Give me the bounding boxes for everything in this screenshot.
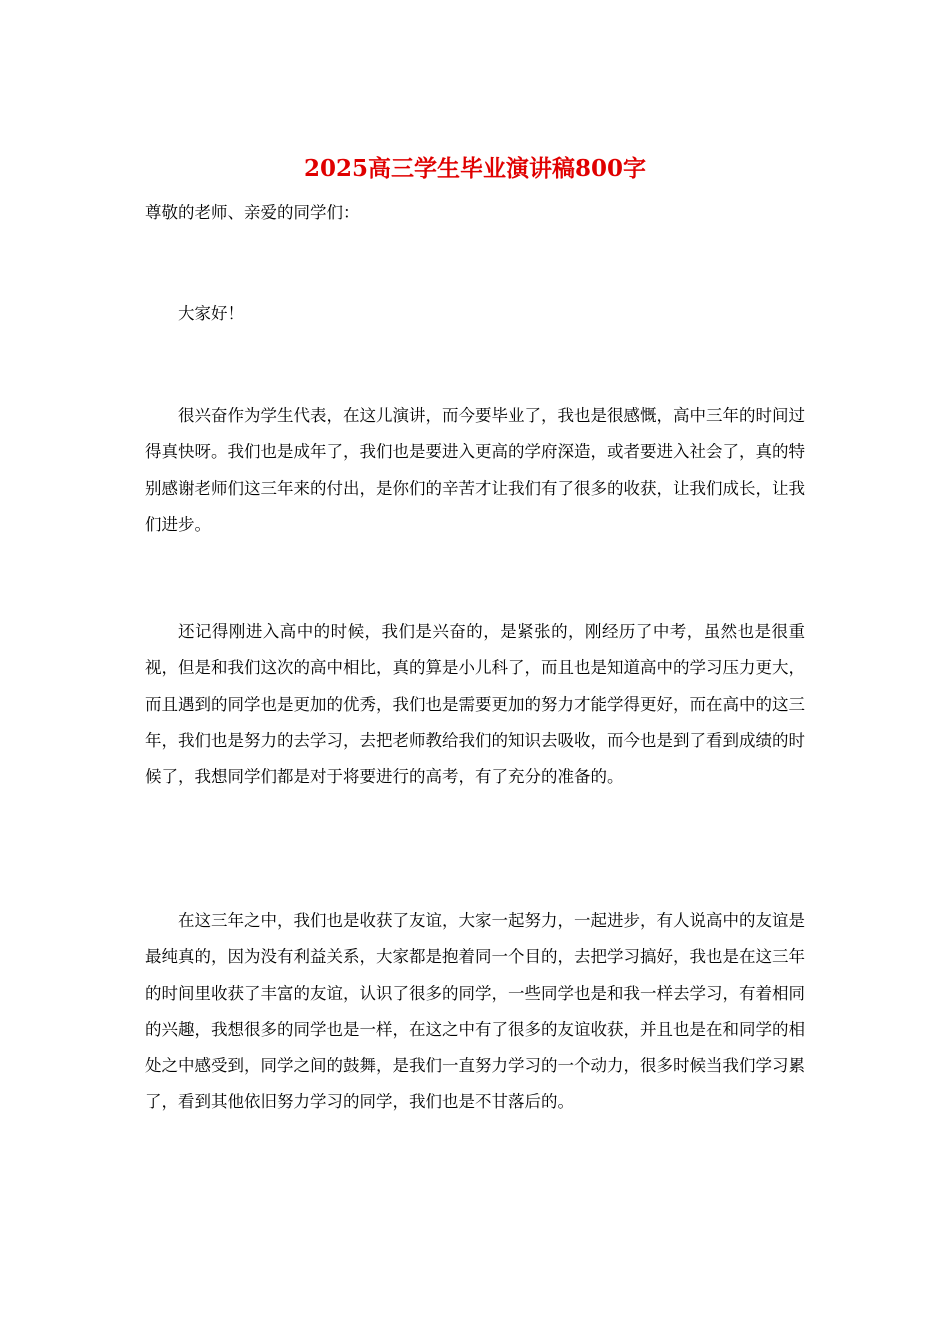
document-title: 2025高三学生毕业演讲稿800字 xyxy=(303,155,647,182)
paragraph-1: 很兴奋作为学生代表，在这儿演讲，而今要毕业了，我也是很感慨，高中三年的时间过得真快呀。我们也是成年了，我们也是要进入更高的学府深造，或者要进入社会了，真的特别感谢老师们这三年来的付出，是你们的辛苦才让我们有了很多的收获，让我们成长，让我们进步。 xyxy=(145,406,805,534)
salutation: 尊敬的老师、亲爱的同学们： xyxy=(145,203,360,222)
paragraph-2: 还记得刚进入高中的时候，我们是兴奋的，是紧张的，刚经历了中考，虽然也是很重视，但是和我们这次的高中相比，真的算是小儿科了，而且也是知道高中的学习压力更大，而且遇到的同学也是更加的优秀，我们也是需要更加的努力才能学得更好，而在高中的这三年，我们也是努力的去学习，去把老师教给我们的知识去吸收，而今也是到了看到成绩的时候了，我想同学们都是对于将要进行的高考，有了充分的准备的。 xyxy=(145,622,805,787)
paragraph-3: 在这三年之中，我们也是收获了友谊，大家一起努力，一起进步，有人说高中的友谊是最纯真的，因为没有利益关系，大家都是抱着同一个目的，去把学习搞好，我也是在这三年的时间里收获了丰富的友谊，认识了很多的同学，一些同学也是和我一样去学习，有着相同的兴趣，我想很多的同学也是一样，在这之中有了很多的友谊收获，并且也是在和同学的相处之中感受到，同学之间的鼓舞，是我们一直努力学习的一个动力，很多时候当我们学习累了，看到其他依旧努力学习的同学，我们也是不甘落后的。 xyxy=(145,911,805,1112)
paragraph-greeting: 大家好！ xyxy=(178,304,244,323)
